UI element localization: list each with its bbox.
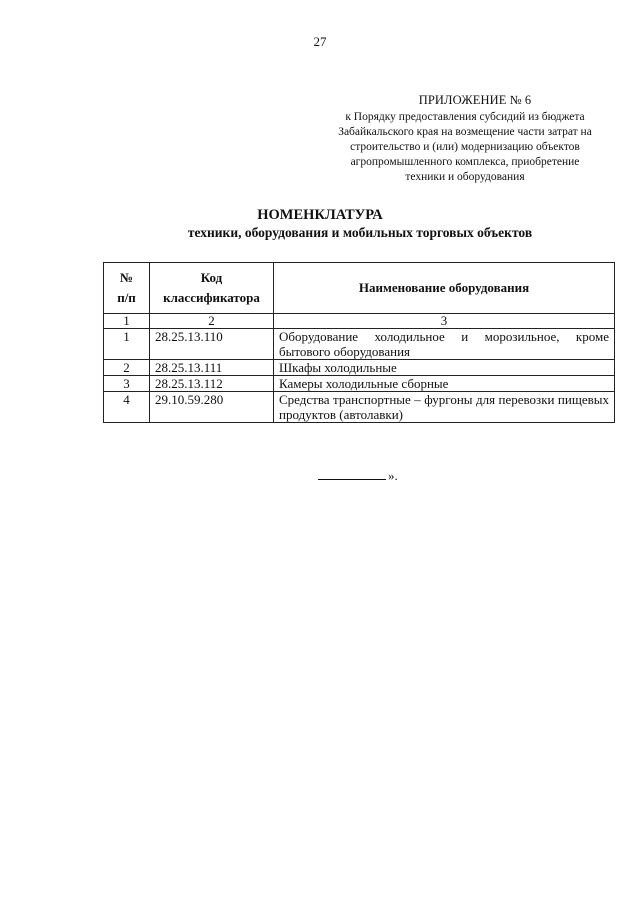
header-num-line1: № bbox=[119, 270, 134, 285]
document-title: НОМЕНКЛАТУРА bbox=[257, 207, 383, 223]
header-name: Наименование оборудования bbox=[274, 263, 615, 314]
appendix-title: ПРИЛОЖЕНИЕ № 6 bbox=[418, 93, 532, 107]
header-code-line1: Код bbox=[200, 270, 223, 285]
row-code: 28.25.13.111 bbox=[150, 360, 274, 376]
row-num: 1 bbox=[104, 329, 150, 360]
row-num: 2 bbox=[104, 360, 150, 376]
table-header-row bbox=[104, 263, 615, 314]
appendix-description-line: строительство и (или) модернизацию объектов bbox=[350, 141, 580, 153]
appendix-description-line: техники и оборудования bbox=[405, 171, 525, 183]
closing-mark bbox=[318, 468, 398, 484]
appendix-description bbox=[315, 110, 615, 185]
appendix-description-line: агропромышленного комплекса, приобретение bbox=[350, 156, 580, 168]
table-row bbox=[104, 376, 615, 392]
document-subtitle: техники, оборудования и мобильных торговых объектов bbox=[187, 225, 533, 240]
row-code: 28.25.13.112 bbox=[150, 376, 274, 392]
header-num bbox=[104, 263, 150, 314]
row-name: Оборудование холодильное и морозильное, кроме бытового оборудования bbox=[274, 329, 615, 360]
equipment-table bbox=[103, 262, 615, 423]
page-number: 27 bbox=[313, 34, 327, 49]
column-index: 3 bbox=[274, 314, 615, 329]
table-row bbox=[104, 392, 615, 423]
column-index: 2 bbox=[150, 314, 274, 329]
row-num: 4 bbox=[104, 392, 150, 423]
appendix-description-line: Забайкальского края на возмещение части затрат на bbox=[338, 126, 592, 138]
row-name: Средства транспортные – фургоны для перевозки пищевых продуктов (автолавки) bbox=[274, 392, 615, 423]
table-row bbox=[104, 360, 615, 376]
column-index: 1 bbox=[104, 314, 150, 329]
closing-quote: ». bbox=[388, 468, 398, 483]
appendix-description-line: к Порядку предоставления субсидий из бюджета bbox=[345, 111, 585, 123]
closing-underline bbox=[318, 479, 386, 480]
header-code-line2: классификатора bbox=[163, 290, 260, 305]
header-code bbox=[150, 263, 274, 314]
row-num: 3 bbox=[104, 376, 150, 392]
column-index-row bbox=[104, 314, 615, 329]
row-name: Шкафы холодильные bbox=[274, 360, 615, 376]
row-name: Камеры холодильные сборные bbox=[274, 376, 615, 392]
row-code: 28.25.13.110 bbox=[150, 329, 274, 360]
header-num-line2: п/п bbox=[117, 290, 136, 305]
table-row bbox=[104, 329, 615, 360]
row-code: 29.10.59.280 bbox=[150, 392, 274, 423]
